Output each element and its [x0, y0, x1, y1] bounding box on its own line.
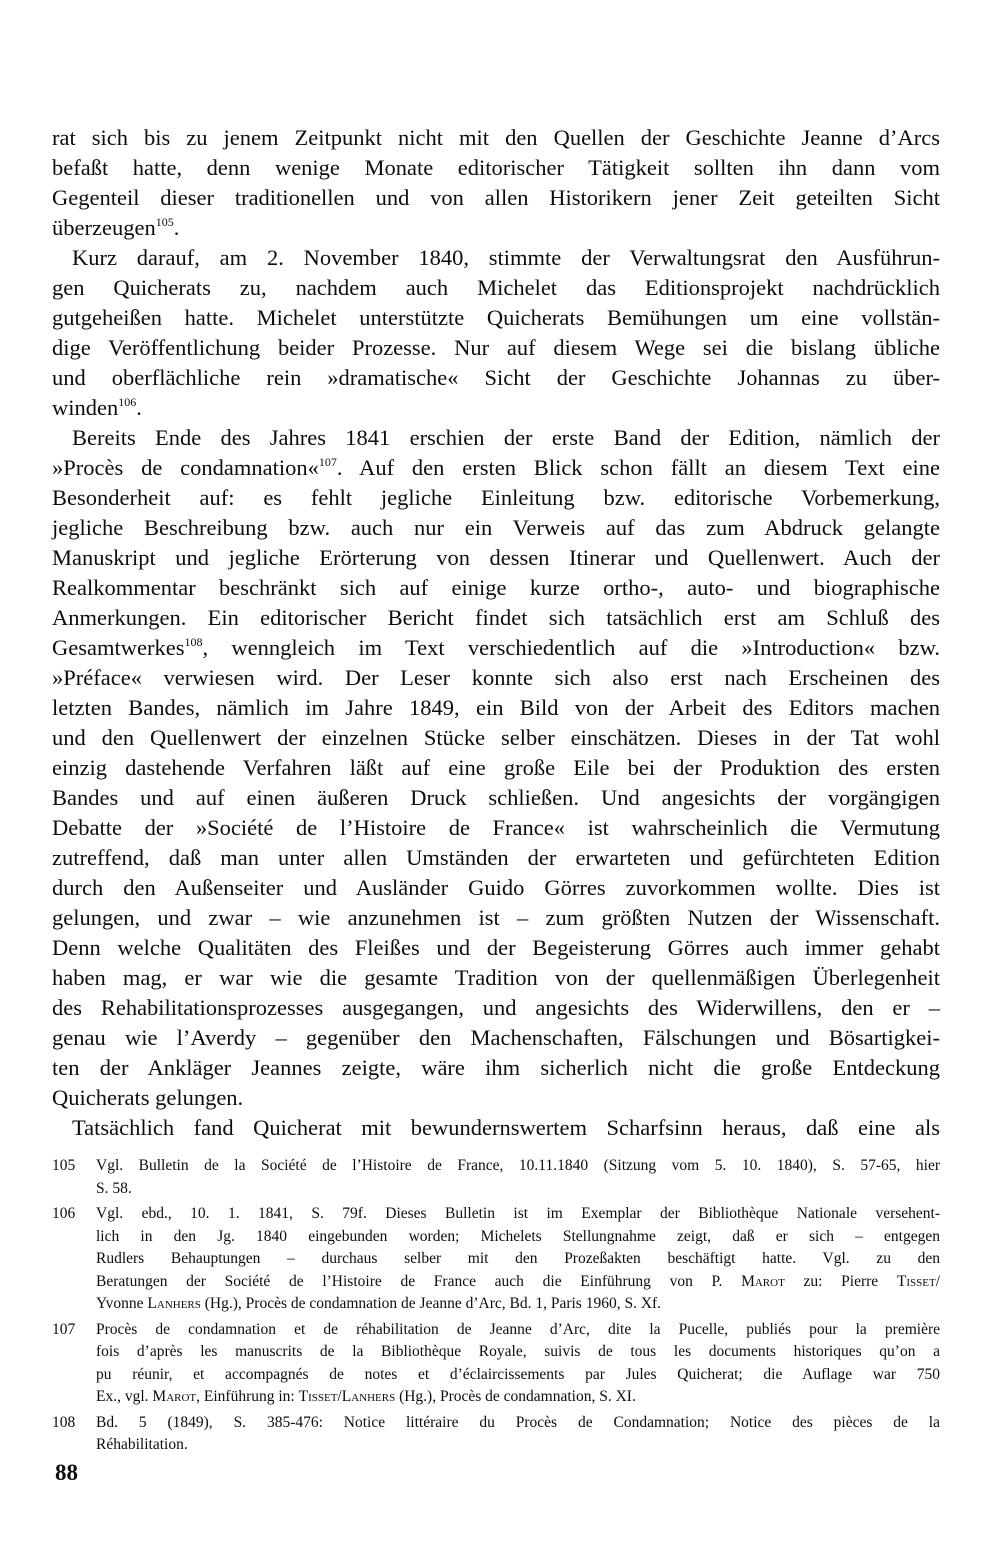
text-run: S. 58.	[96, 1179, 132, 1197]
text-line	[52, 873, 940, 903]
footnote-number: 106	[52, 1205, 76, 1222]
text-run: Debatte der »Société de l’Histoire de France« ist wahrscheinlich die Vermutung	[52, 815, 940, 840]
text-run: Beratungen der Société de l’Histoire de France auch die Einführung von P.	[96, 1272, 742, 1290]
text-run: fois d’après les manuscrits de la Bibliothèque Royale, suivis de tous les documents historiques qu’on a	[96, 1343, 940, 1360]
text-run: Yvonne	[96, 1295, 148, 1312]
text-run: »Procès de condamnation«	[52, 455, 319, 480]
text-run: jegliche Beschreibung bzw. auch nur ein Verweis auf das zum Abdruck gelangte	[52, 515, 940, 540]
text-line	[52, 153, 940, 183]
footnote-reference: 105	[155, 215, 174, 229]
footnote-number: 108	[52, 1413, 76, 1431]
footnote-line	[96, 1386, 940, 1409]
text-run: (Hg.), Procès de condamnation, S. XI.	[395, 1388, 636, 1405]
text-run: Ex., vgl.	[96, 1388, 153, 1405]
text-line	[52, 783, 940, 813]
text-run: Bandes und auf einen äußeren Druck schließen. Und angesichts der vorgängigen	[52, 785, 940, 810]
text-run: Manuskript und jegliche Erörterung von dessen Itinerar und Quellenwert. Auch der	[52, 545, 940, 570]
footnote-reference: 106	[118, 395, 137, 409]
footnote-line	[96, 1271, 940, 1294]
text-run: .	[173, 215, 180, 240]
text-line	[52, 993, 940, 1023]
text-run: Tatsächlich fand Quicherat mit bewundernswertem Scharfsinn heraus, daß eine als	[72, 1115, 940, 1140]
text-line	[52, 963, 940, 993]
text-run: gelungen, und zwar – wie anzunehmen ist – zum größten Nutzen der Wissenschaft.	[52, 905, 940, 930]
text-line	[52, 723, 940, 753]
text-line	[52, 1053, 940, 1083]
text-run: Vgl. Bulletin de la Société de l’Histoire de France, 10.11.1840 (Sitzung vom 5. 10. 1840), S. 57-65, hier	[96, 1157, 940, 1174]
text-run: Rudlers Behauptungen – durchaus selber mit den Prozeßakten beschäftigt hatte. Vgl. zu den	[96, 1250, 940, 1267]
text-line	[52, 243, 940, 273]
text-line	[52, 483, 940, 513]
footnote-line	[96, 1412, 940, 1435]
text-line	[52, 843, 940, 873]
text-line	[52, 1023, 940, 1053]
text-line	[52, 603, 940, 633]
text-run: /	[935, 1272, 941, 1290]
footnote-line	[96, 1248, 940, 1271]
text-run: und den Quellenwert der einzelnen Stücke selber einschätzen. Dieses in der Tat wohl	[52, 725, 940, 750]
footnote-line	[96, 1293, 940, 1316]
text-line	[52, 183, 940, 213]
author-name: Marot	[152, 1388, 197, 1405]
text-run: Kurz darauf, am 2. November 1840, stimmte der Verwaltungsrat den Ausführun-	[72, 245, 940, 270]
text-line	[52, 213, 940, 243]
text-run: Réhabilitation.	[96, 1436, 188, 1453]
text-run: »Préface« verwiesen wird. Der Leser konnte sich also erst nach Erscheinen des	[52, 665, 940, 690]
text-run: Denn welche Qualitäten des Fleißes und der Begeisterung Görres auch immer gehabt	[52, 935, 940, 960]
text-line	[52, 693, 940, 723]
text-run: Gegenteil dieser traditionellen und von allen Historikern jener Zeit geteilten Sicht	[52, 185, 940, 210]
text-run: Quicherats gelungen.	[52, 1085, 244, 1110]
text-line	[52, 663, 940, 693]
text-run: gen Quicherats zu, nachdem auch Michelet das Editionsprojekt nachdrücklich	[52, 275, 940, 300]
text-line	[52, 513, 940, 543]
text-line	[52, 453, 940, 483]
footnote-reference: 108	[184, 635, 203, 649]
text-run: lich in den Jg. 1840 eingebunden worden; Michelets Stellungnahme zeigt, daß er sich – entgegen	[96, 1227, 940, 1245]
text-run: zutreffend, daß man unter allen Umständen der erwarteten und gefürchteten Edition	[52, 845, 940, 870]
text-line	[52, 273, 940, 303]
text-run: , wenngleich im Text verschiedentlich auf die »Introduction« bzw.	[202, 635, 940, 660]
footnote-line	[96, 1364, 940, 1387]
text-run: und oberflächliche rein »dramatische« Sicht der Geschichte Johannas zu über-	[52, 365, 940, 390]
text-line	[52, 633, 940, 663]
footnote-line	[96, 1341, 940, 1364]
text-line	[52, 813, 940, 843]
text-run: Anmerkungen. Ein editorischer Bericht findet sich tatsächlich erst am Schluß des	[52, 605, 940, 630]
text-run: pu réunir, et accompagnés de notes et d’éclaircissements par Jules Quicherat; die Auflage war 750	[96, 1365, 940, 1383]
text-run: Besonderheit auf: es fehlt jegliche Einleitung bzw. editorische Vorbemerkung,	[52, 485, 940, 510]
text-run: haben mag, er war wie die gesamte Tradition von der quellenmäßigen Überlegenheit	[52, 965, 940, 990]
text-run: .	[136, 395, 142, 420]
text-line	[52, 903, 940, 933]
text-line	[52, 1083, 940, 1113]
footnote-reference: 107	[318, 455, 337, 469]
text-run: letzten Bandes, nämlich im Jahre 1849, ein Bild von der Arbeit des Editors machen	[52, 695, 940, 720]
text-run: des Rehabilitationsprozesses ausgegangen, und angesichts des Widerwillens, den er –	[52, 995, 940, 1020]
footnote-line	[96, 1319, 940, 1342]
text-line	[52, 573, 940, 603]
footnote-number: 107	[52, 1320, 76, 1338]
text-line	[52, 393, 940, 423]
author-name: Marot	[741, 1272, 785, 1290]
author-name: Tisset/Lanhers	[298, 1388, 396, 1405]
author-name: Tisset	[896, 1272, 936, 1290]
text-run: Realkommentar beschränkt sich auf einige kurze ortho-, auto- und biographische	[52, 575, 940, 600]
text-line	[52, 543, 940, 573]
text-line	[52, 333, 940, 363]
text-run: einzig dastehende Verfahren läßt auf eine große Eile bei der Produktion des ersten	[52, 755, 940, 780]
footnote-line	[96, 1178, 940, 1201]
author-name: Lanhers	[147, 1295, 201, 1312]
footnote-line	[96, 1226, 940, 1249]
text-run: Bereits Ende des Jahres 1841 erschien der erste Band der Edition, nämlich der	[72, 425, 940, 450]
text-line	[52, 753, 940, 783]
footnote-line	[96, 1155, 940, 1178]
text-run: genau wie l’Averdy – gegenüber den Machenschaften, Fälschungen und Bösartigkei-	[52, 1025, 940, 1050]
text-line	[52, 423, 940, 453]
text-run: winden	[52, 395, 119, 420]
text-run: befaßt hatte, denn wenige Monate editorischer Tätigkeit sollten ihn dann vom	[52, 155, 940, 180]
text-run: gutgeheißen hatte. Michelet unterstützte Quicherats Bemühungen um eine vollstän-	[52, 305, 940, 330]
text-run: Vgl. ebd., 10. 1. 1841, S. 79f. Dieses Bulletin ist im Exemplar der Bibliothèque Nationale versehent-	[96, 1205, 940, 1222]
text-run: (Hg.), Procès de condamnation de Jeanne d’Arc, Bd. 1, Paris 1960, S. Xf.	[200, 1295, 662, 1312]
text-run: Gesamtwerkes	[52, 635, 185, 660]
text-run: , Einführung in:	[196, 1388, 299, 1405]
text-run: überzeugen	[52, 215, 156, 240]
text-run: dige Veröffentlichung beider Prozesse. Nur auf diesem Wege sei die bislang übliche	[52, 335, 940, 360]
text-run: durch den Außenseiter und Ausländer Guido Görres zuvorkommen wollte. Dies ist	[52, 875, 940, 900]
page-number: 88	[55, 1460, 78, 1485]
footnote-number: 105	[52, 1157, 76, 1174]
text-run: ten der Ankläger Jeannes zeigte, wäre ihm sicherlich nicht die große Entdeckung	[52, 1055, 940, 1080]
text-line	[52, 933, 940, 963]
text-run: rat sich bis zu jenem Zeitpunkt nicht mit den Quellen der Geschichte Jeanne d’Arcs	[52, 125, 940, 150]
footnote-line	[96, 1203, 940, 1226]
text-run: . Auf den ersten Blick schon fällt an diesem Text eine	[336, 455, 941, 480]
text-line	[52, 1113, 940, 1143]
text-run: Procès de condamnation et de réhabilitation de Jeanne d’Arc, dite la Pucelle, publiés pour la première	[96, 1320, 940, 1338]
text-run: Bd. 5 (1849), S. 385-476: Notice littéraire du Procès de Condamnation; Notice des pièces de la	[96, 1413, 940, 1431]
text-line	[52, 303, 940, 333]
text-run: zu: Pierre	[784, 1272, 897, 1290]
text-line	[52, 123, 940, 153]
text-line	[52, 363, 940, 393]
footnote-line	[96, 1434, 940, 1457]
